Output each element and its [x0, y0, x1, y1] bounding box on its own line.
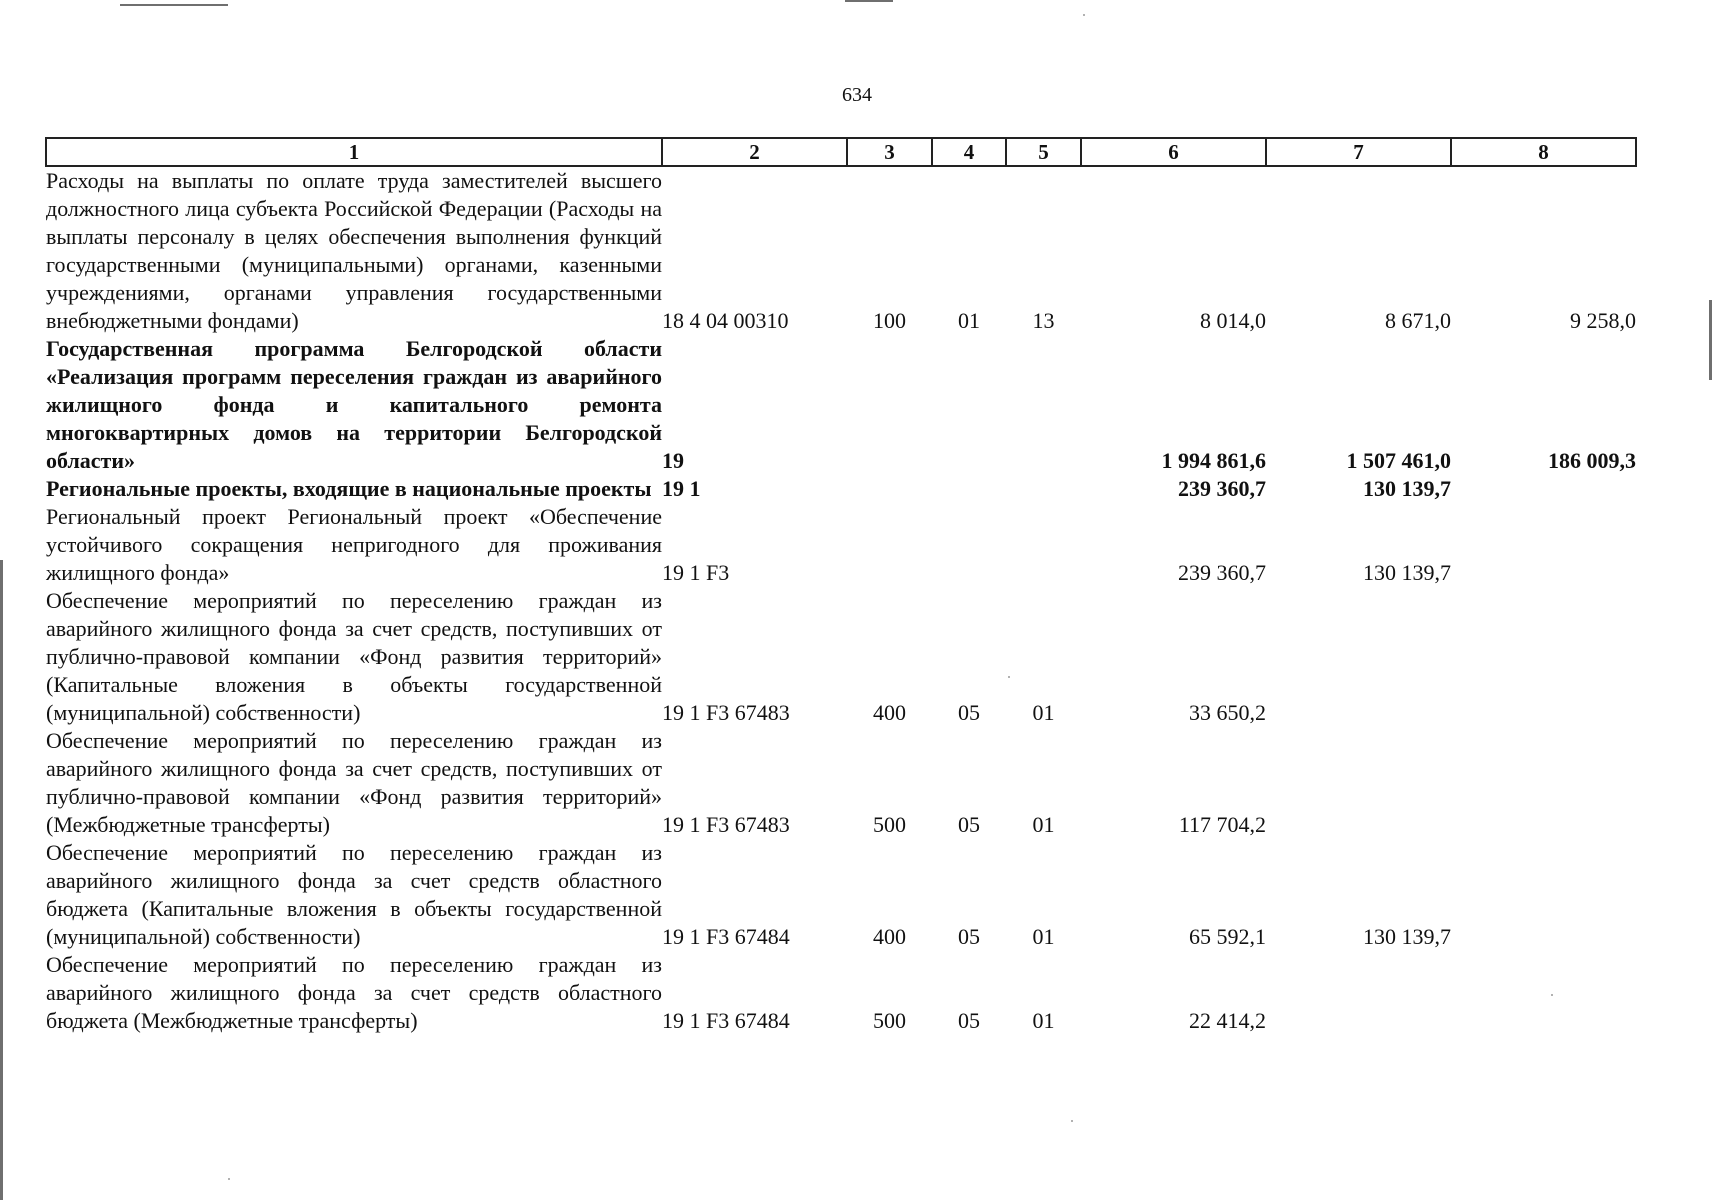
row-description: Обеспечение мероприятий по переселению граждан из аварийного жилищного фонда за счет средств областного бюджета (Капитальные вложения в объекты государственной (муниципальной) собственности) — [46, 840, 662, 949]
table-row — [46, 503, 1636, 587]
target-article-code: 19 1 F3 67483 — [662, 700, 790, 725]
amount-col-8: 186 009,3 — [1548, 448, 1636, 473]
row-description: Государственная программа Белгородской области «Реализация программ переселения граждан из аварийного жилищного фонда и капитального ремонта многоквартирных домов на территории Белгородской области» — [46, 336, 662, 473]
amount-col-6: 239 360,7 — [1178, 476, 1266, 501]
target-article-code: 19 1 F3 67483 — [662, 812, 790, 837]
amount-col-7 — [1266, 727, 1451, 839]
target-article-code: 19 1 F3 — [662, 560, 730, 585]
section-code: 05 — [958, 924, 980, 949]
amount-col-7 — [1266, 587, 1451, 727]
table-row — [46, 166, 1636, 335]
scan-speck — [228, 1178, 230, 1180]
page-number: 634 — [842, 84, 872, 106]
section-code: 05 — [958, 812, 980, 837]
row-description: Обеспечение мероприятий по переселению граждан из аварийного жилищного фонда за счет средств, поступивших от публично-правовой компании «Фонд развития территорий» (Межбюджетные трансферты) — [46, 728, 662, 837]
target-article-code: 19 — [662, 448, 684, 473]
subsection-code — [1006, 503, 1081, 587]
scan-speck — [1071, 1120, 1073, 1122]
amount-col-6: 239 360,7 — [1178, 560, 1266, 585]
section-code — [932, 475, 1006, 503]
row-description: Региональные проекты, входящие в национальные проекты — [46, 476, 652, 501]
expense-type-code: 500 — [873, 1008, 906, 1033]
row-description: Обеспечение мероприятий по переселению граждан из аварийного жилищного фонда за счет средств областного бюджета (Межбюджетные трансферты) — [46, 952, 662, 1033]
expense-type-code — [847, 503, 932, 587]
col-header: 1 — [46, 138, 662, 166]
expense-type-code: 400 — [873, 924, 906, 949]
target-article-code: 19 1 — [662, 476, 701, 501]
table-row — [46, 727, 1636, 839]
expense-type-code: 400 — [873, 700, 906, 725]
section-code: 05 — [958, 1008, 980, 1033]
amount-col-7: 8 671,0 — [1385, 308, 1451, 333]
col-header: 5 — [1006, 138, 1081, 166]
subsection-code — [1006, 475, 1081, 503]
budget-table — [45, 137, 1637, 1035]
amount-col-6: 117 704,2 — [1178, 812, 1266, 837]
amount-col-8 — [1451, 951, 1636, 1035]
subsection-code: 01 — [1032, 700, 1055, 725]
table-row — [46, 951, 1636, 1035]
scan-speck — [1083, 14, 1085, 16]
amount-col-7: 130 139,7 — [1363, 560, 1451, 585]
scan-line-top-left — [120, 4, 228, 6]
col-header: 8 — [1451, 138, 1636, 166]
amount-col-8 — [1451, 503, 1636, 587]
scan-edge-right — [1709, 300, 1712, 380]
row-description: Региональный проект Региональный проект «Обеспечение устойчивого сокращения непригодного для проживания жилищного фонда» — [46, 504, 662, 585]
amount-col-8 — [1451, 587, 1636, 727]
amount-col-6: 33 650,2 — [1189, 700, 1266, 725]
target-article-code: 19 1 F3 67484 — [662, 924, 790, 949]
col-header: 7 — [1266, 138, 1451, 166]
scan-edge-left — [0, 560, 3, 1200]
subsection-code: 01 — [1032, 1008, 1055, 1033]
row-description: Расходы на выплаты по оплате труда заместителей высшего должностного лица субъекта Российской Федерации (Расходы на выплаты персоналу в целях обеспечения выполнения функций государственными (муниципальными) органами, казенными учреждениями, органами управления государственными внебюджетными фондами) — [46, 168, 662, 333]
section-code: 05 — [958, 700, 980, 725]
table-row — [46, 335, 1636, 475]
section-code: 01 — [958, 308, 980, 333]
amount-col-8: 9 258,0 — [1570, 308, 1636, 333]
subsection-code — [1006, 335, 1081, 475]
amount-col-8 — [1451, 839, 1636, 951]
expense-type-code — [847, 475, 932, 503]
subsection-code: 01 — [1032, 812, 1055, 837]
amount-col-7: 130 139,7 — [1363, 476, 1451, 501]
table-row — [46, 587, 1636, 727]
amount-col-8 — [1451, 475, 1636, 503]
amount-col-8 — [1451, 727, 1636, 839]
scan-line-top-center — [845, 0, 893, 2]
expense-type-code: 100 — [873, 308, 906, 333]
amount-col-6: 22 414,2 — [1189, 1008, 1266, 1033]
table-row — [46, 839, 1636, 951]
header-row — [46, 138, 1636, 166]
amount-col-6: 65 592,1 — [1189, 924, 1266, 949]
section-code — [932, 503, 1006, 587]
row-description: Обеспечение мероприятий по переселению граждан из аварийного жилищного фонда за счет средств, поступивших от публично-правовой компании «Фонд развития территорий» (Капитальные вложения в объекты государственной (муниципальной) собственности) — [46, 588, 662, 725]
subsection-code: 01 — [1032, 924, 1055, 949]
subsection-code: 13 — [1032, 308, 1055, 333]
amount-col-6: 1 994 861,6 — [1161, 448, 1266, 473]
col-header: 6 — [1081, 138, 1266, 166]
target-article-code: 18 4 04 00310 — [662, 308, 789, 333]
col-header: 2 — [662, 138, 847, 166]
col-header: 3 — [847, 138, 932, 166]
col-header: 4 — [932, 138, 1006, 166]
amount-col-7 — [1266, 951, 1451, 1035]
amount-col-7: 1 507 461,0 — [1346, 448, 1451, 473]
table-row — [46, 475, 1636, 503]
section-code — [932, 335, 1006, 475]
expense-type-code: 500 — [873, 812, 906, 837]
target-article-code: 19 1 F3 67484 — [662, 1008, 790, 1033]
expense-type-code — [847, 335, 932, 475]
amount-col-7: 130 139,7 — [1363, 924, 1451, 949]
amount-col-6: 8 014,0 — [1200, 308, 1266, 333]
